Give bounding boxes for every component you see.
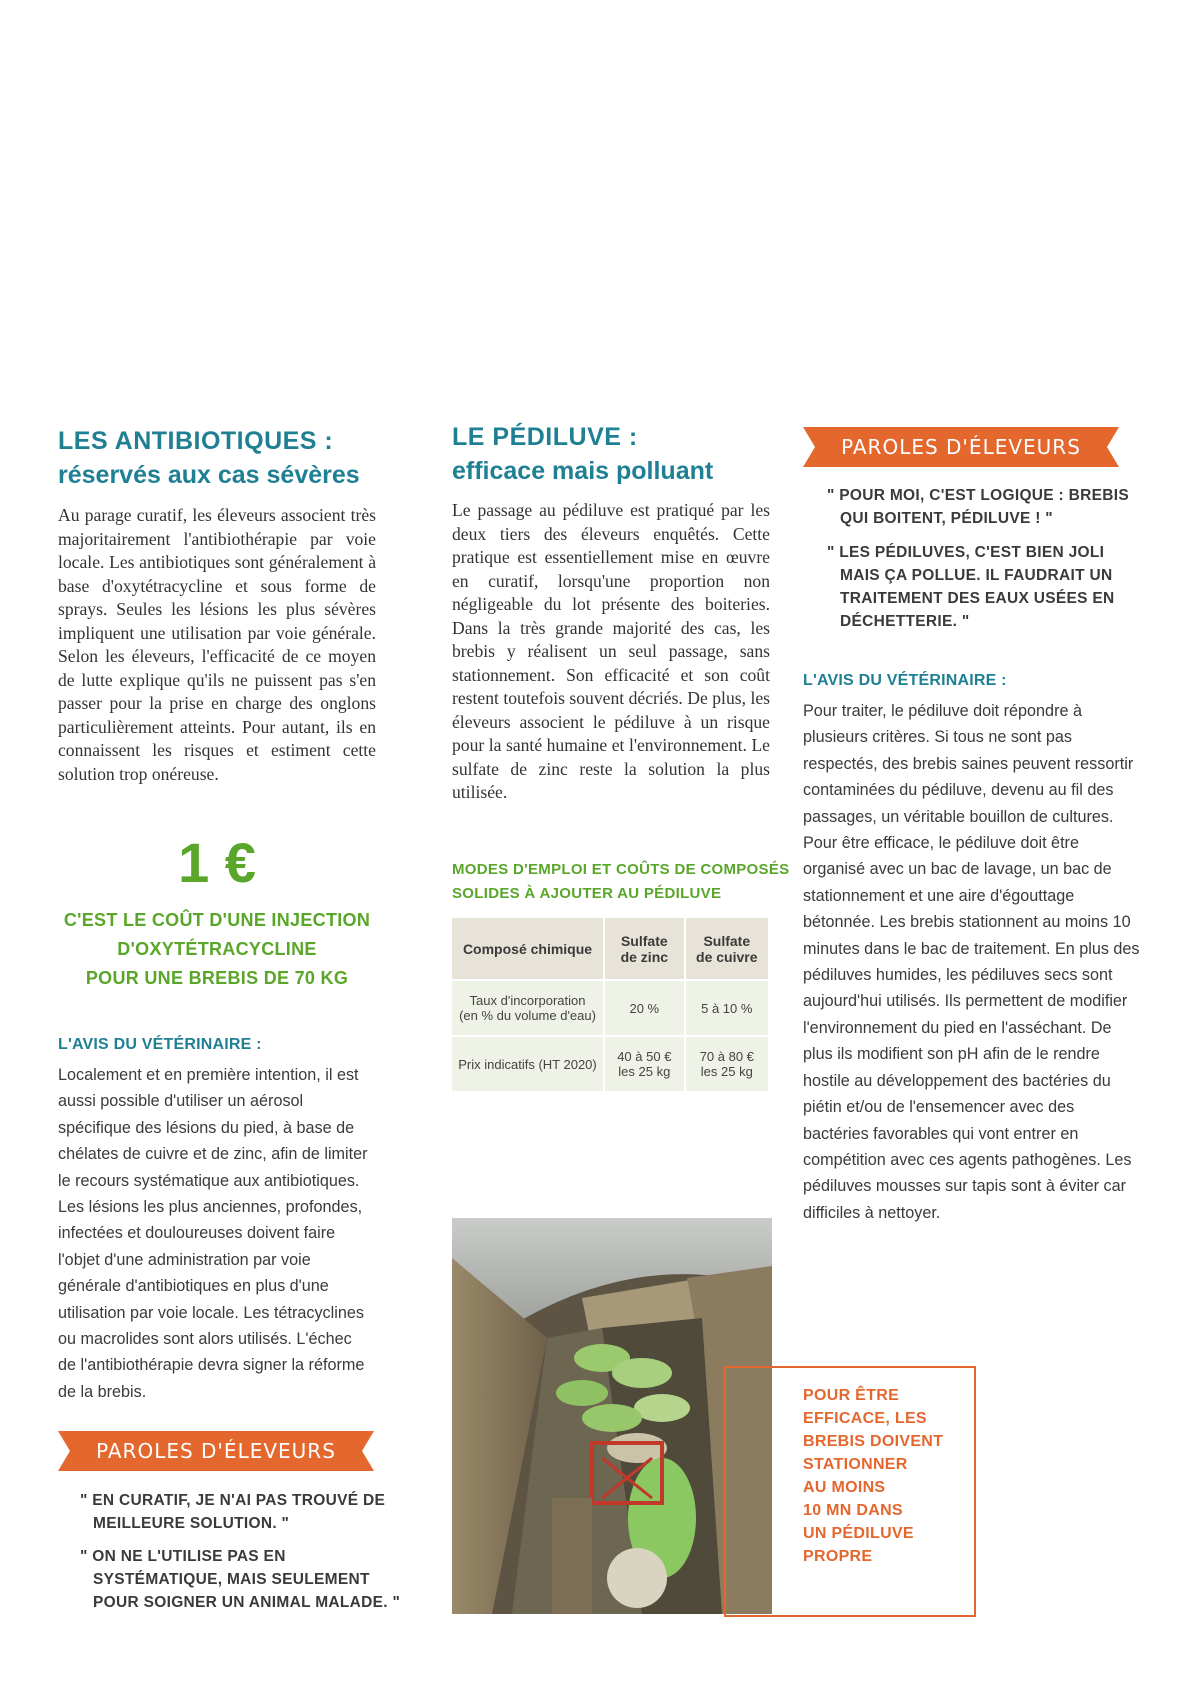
callout-line: EFFICACE, LES [803,1410,927,1427]
stat-caption [58,906,376,993]
vet-opinion-body: Localement et en première intention, il est aussi possible d'utiliser un aérosol spécifique des lésions du pied, à base de chélates de cuivre et de zinc, afin de limiter le recours systématique aux antibiotiques. Les lésions les plus anciennes, profondes, infectées et douloureuses doivent faire l'objet d'une administration par voie générale d'antibiotiques en plus d'une utilisation par voie locale. Les tétracyclines ou macrolides sont alors utilisés. L'échec de l'antibiothérapie devra signer la réforme de la brebis. [58,1066,368,1401]
quote-line: DÉCHETTERIE. " [840,613,970,630]
vet-opinion-title: L'AVIS DU VÉTÉRINAIRE : [803,672,1007,689]
stat-caption-line: C'EST LE COÛT D'UNE INJECTION [63,910,371,930]
table-header-row [452,918,769,980]
quote-line: SYSTÉMATIQUE, MAIS SEULEMENT [93,1571,370,1588]
callout-line: BREBIS DOIVENT [803,1433,944,1450]
stat-value: 1 € [178,831,256,894]
cell-line: les 25 kg [618,1064,671,1079]
farmer-quote [827,484,1129,530]
vet-opinion-title: L'AVIS DU VÉTÉRINAIRE : [58,1036,262,1053]
quote-line: QUI BOITENT, PÉDILUVE ! " [840,510,1053,527]
table-title [452,858,789,906]
cell-line: les 25 kg [700,1064,753,1079]
cell-line: 70 à 80 € [699,1049,754,1064]
table-row [452,1036,769,1092]
row-label: Prix indicatifs (HT 2020) [452,1036,604,1092]
header-line: de zinc [620,948,669,965]
cell-line: 40 à 50 € [617,1049,672,1064]
header-line: Sulfate [620,932,668,949]
quote-line: " EN CURATIF, JE N'AI PAS TROUVÉ DE [80,1492,386,1509]
header-line: de cuivre [696,948,758,965]
stat-caption-line: D'OXYTÉTRACYCLINE [117,939,317,959]
stat-caption-line: POUR UNE BREBIS DE 70 KG [85,968,349,988]
header-line: Sulfate [703,932,751,949]
row-label-line: (en % du volume d'eau) [459,1008,596,1023]
footbath-body: Le passage au pédiluve est pratiqué par les deux tiers des éleveurs enquêtés. Cette pratique est essentiellement mise en œuvre en curatif, lorsqu'une proportion non négligeable du lot présente des boiteries. Dans la très grande majorité des cas, les brebis y réalisent un seul passage, sans stationnement. Son efficacité et son coût restent toutefois souvent décriés. De plus, les éleveurs associent le pédiluve à un risque pour la santé humaine et l'environnement. Le sulfate de zinc reste la solution la plus utilisée. [452,500,770,802]
callout-line: 10 MN DANS [803,1502,903,1519]
table-title-line: MODES D'EMPLOI ET COÛTS DE COMPOSÉS [452,861,790,878]
quote-line: TRAITEMENT DES EAUX USÉES EN [840,590,1115,607]
farmer-quote [827,541,1115,633]
callout-line: AU MOINS [803,1479,886,1496]
row-label [452,980,604,1036]
antibiotics-subtitle: réservés aux cas sévères [58,461,360,489]
antibiotics-title: LES ANTIBIOTIQUES : [58,427,334,455]
quote-line: POUR SOIGNER UN ANIMAL MALADE. " [93,1594,401,1611]
callout-line: UN PÉDILUVE [803,1525,914,1542]
banner-label: PAROLES D'ÉLEVEURS [96,1439,336,1463]
farmers-words-banner [803,427,1119,467]
banner-label: PAROLES D'ÉLEVEURS [841,435,1081,459]
quote-line: MEILLEURE SOLUTION. " [93,1515,290,1532]
table-row [452,980,769,1036]
cell-copper: 5 à 10 % [685,980,769,1036]
vet-opinion-body: Pour traiter, le pédiluve doit répondre à plusieurs critères. Si tous ne sont pas respectés, des brebis saines peuvent ressortir contaminées du pédiluve, devenu au fil des passages, un véritable bouillon de cultures. Pour être efficace, le pédiluve doit être organisé avec un bac de lavage, un bac de stationnement et une aire d'égouttage bétonnée. Les brebis stationnent au moins 10 minutes dans le bac de traitement. En plus des pédiluves humides, les pédiluves secs sont aujourd'hui utilisés. Ils permettent de modifier l'environnement du pied en l'asséchant. De plus ils modifient son pH afin de le rendre hostile au développement des bactéries du piétin et/ou de l'ensemencer avec des bactéries favorables qui vont entrer en compétition avec ces agents pathogènes. Les pédiluves mousses sur tapis sont à éviter car difficiles à nettoyer. [803,702,1140,1222]
antibiotics-body: Au parage curatif, les éleveurs associent très majoritairement l'antibiothérapie par voie locale. Les antibiotiques sont généralement à base d'oxytétracycline et sous forme de sprays. Seules les lésions les plus sévères impliquent une utilisation par voie générale. Selon les éleveurs, l'efficacité de ce moyen de lutte explique qu'ils ne puissent pas s'en passer pour la prise en charge des onglons particulièrement atteints. Pour autant, ils en connaissent les risques et estiment cette solution trop onéreuse. [58,505,376,784]
cell-zinc [604,1036,685,1092]
quote-line: " POUR MOI, C'EST LOGIQUE : BREBIS [827,487,1129,504]
header-zinc-sulfate [604,918,685,980]
header-copper-sulfate [685,918,769,980]
callout-line: STATIONNER [803,1456,908,1473]
quote-line: " LES PÉDILUVES, C'EST BIEN JOLI [827,544,1105,561]
footbath-title: LE PÉDILUVE : [452,423,638,451]
quote-line: " ON NE L'UTILISE PAS EN [80,1548,286,1565]
callout-line: PROPRE [803,1548,873,1565]
farmers-words-banner [58,1431,374,1471]
compounds-table [452,918,770,1093]
footbath-subtitle: efficace mais polluant [452,457,714,485]
cell-copper [685,1036,769,1092]
table-title-line: SOLIDES À AJOUTER AU PÉDILUVE [452,885,722,902]
quote-line: MAIS ÇA POLLUE. IL FAUDRAIT UN [840,567,1113,584]
farmer-quote [80,1489,385,1535]
farmer-quote [80,1545,400,1614]
cell-zinc: 20 % [604,980,685,1036]
callout-line: POUR ÊTRE [803,1387,900,1404]
header-compound: Composé chimique [452,918,604,980]
row-label-line: Taux d'incorporation [469,993,586,1008]
callout-text [803,1384,943,1568]
